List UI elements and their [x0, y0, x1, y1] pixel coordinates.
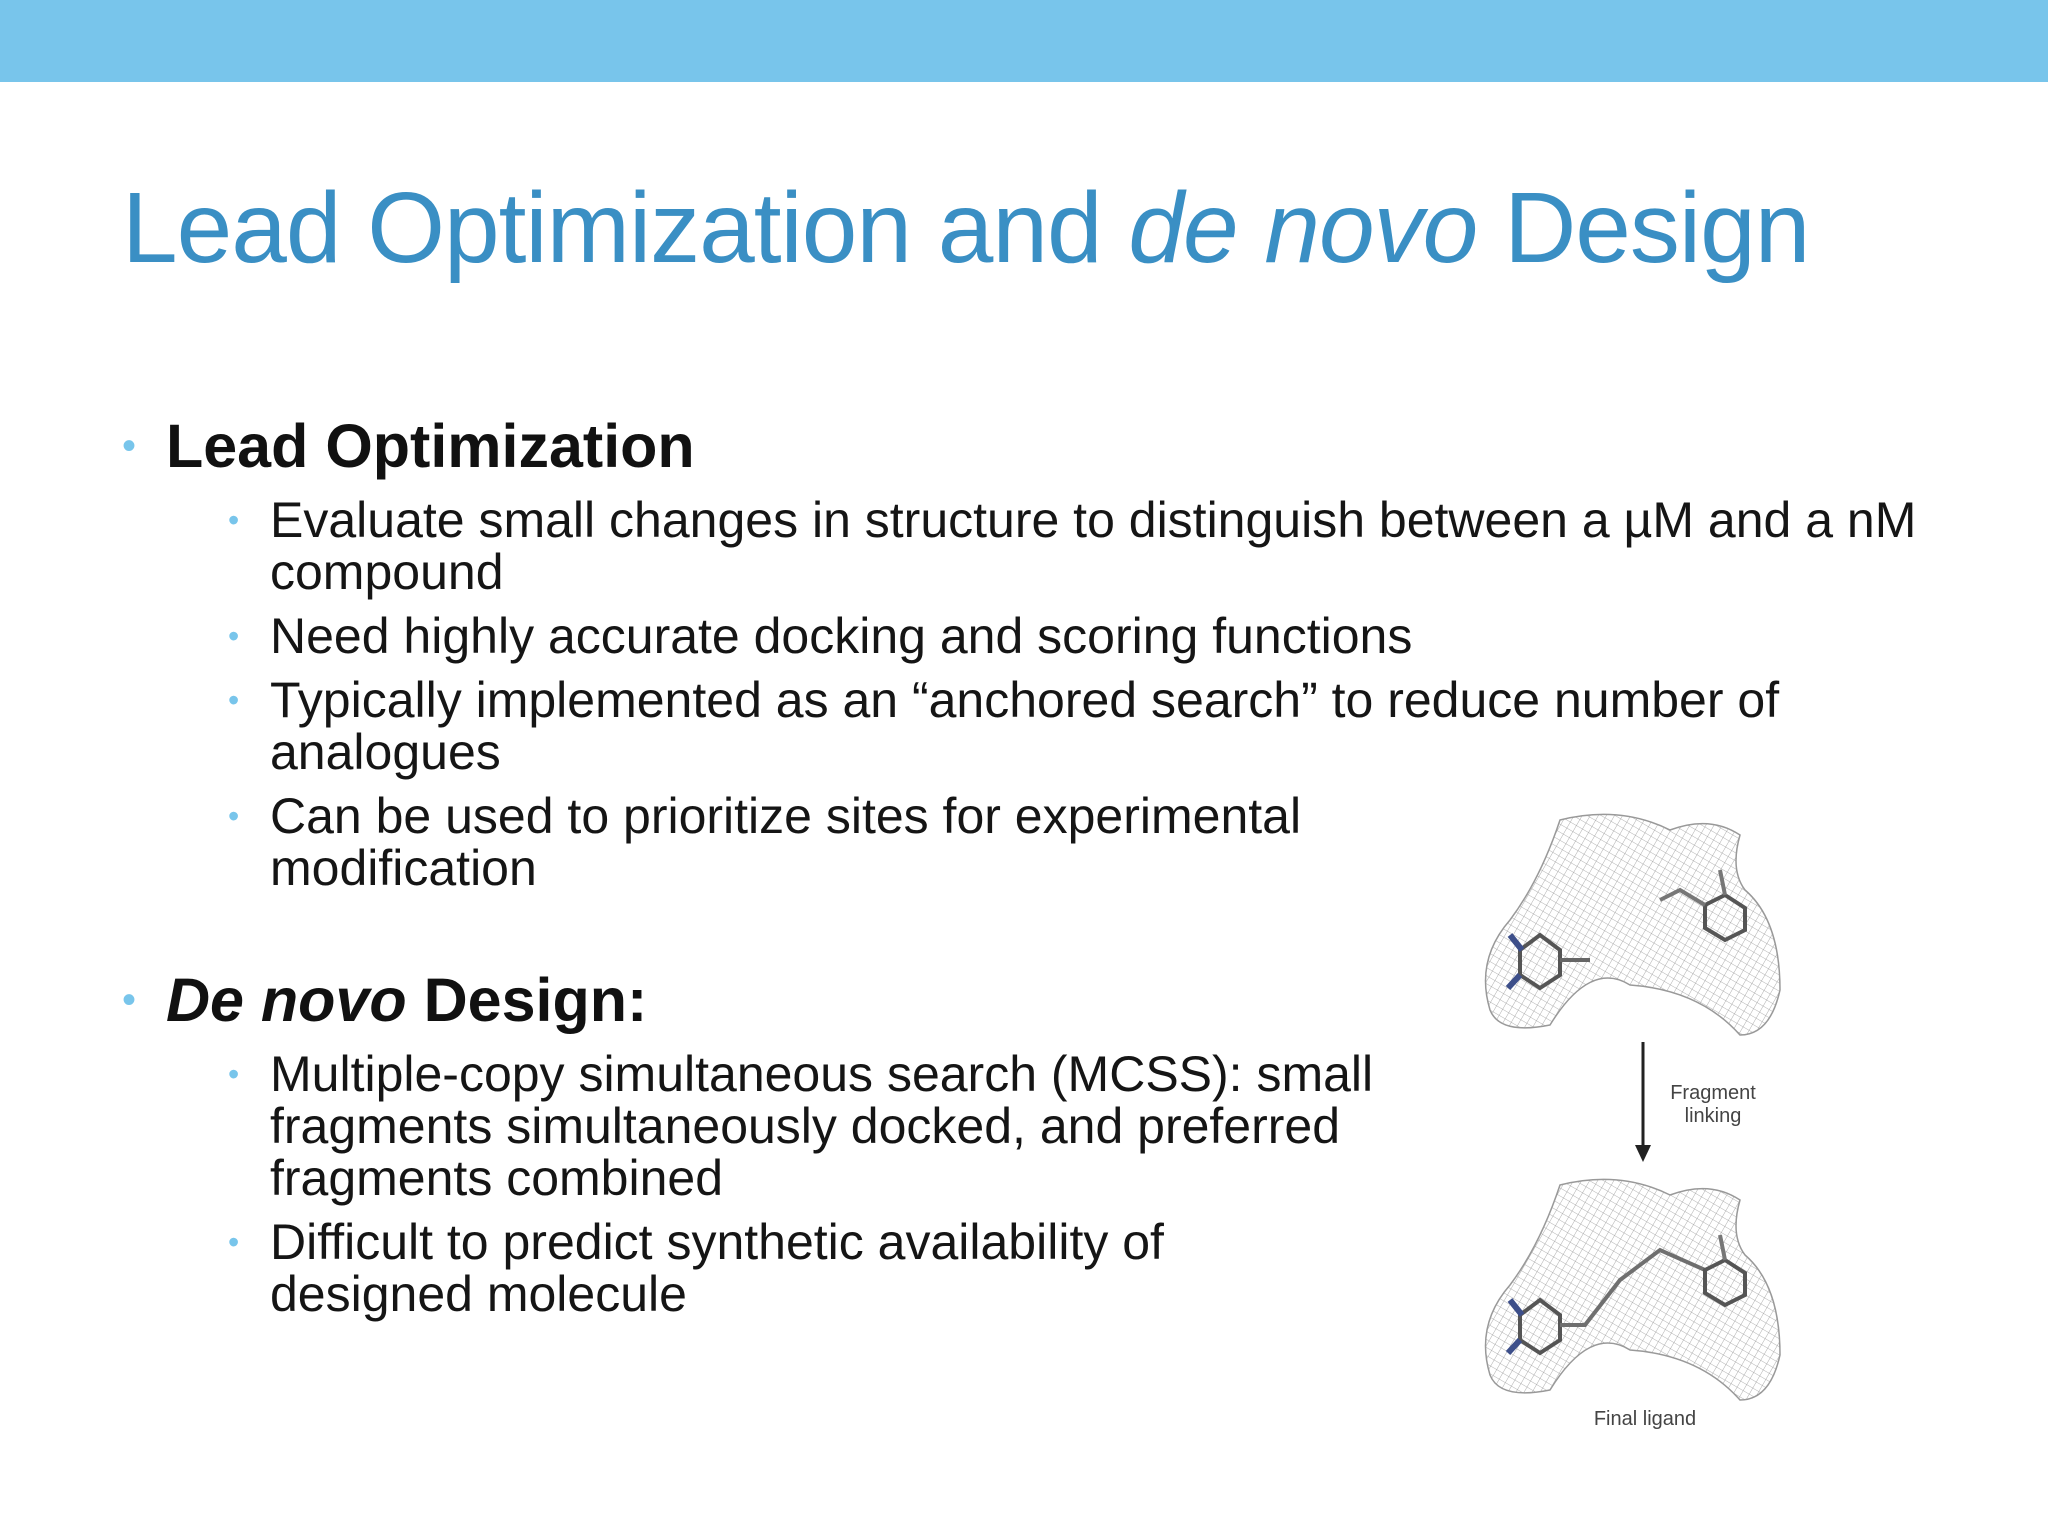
list-item [228, 672, 1972, 780]
bullet-dot-icon: • [228, 1224, 240, 1260]
list-item-text: Typically implemented as an “anchored search” to reduce number of analogues [270, 672, 1780, 780]
list-item-text: Difficult to predict synthetic availability of designed molecule [270, 1214, 1164, 1322]
list-item [228, 492, 1972, 600]
fragment-linking-figure [1480, 810, 1810, 1450]
bullet-dot-icon: • [228, 798, 240, 834]
bullet-dot-icon: • [122, 424, 137, 468]
molecule-diagram [1480, 810, 1810, 1450]
title-part-1: Lead Optimization and [122, 172, 1129, 284]
down-arrow-icon [1635, 1042, 1651, 1162]
arrow-label-line-1: Fragment [1670, 1082, 1756, 1104]
bullet-dot-icon: • [228, 502, 240, 538]
bullet-dot-icon: • [122, 978, 137, 1022]
bullet-dot-icon: • [228, 682, 240, 718]
title-part-2: Design [1477, 172, 1810, 284]
list-item-text: Multiple-copy simultaneous search (MCSS): small fragments simultaneously docked, and preferred fragments combined [270, 1046, 1374, 1206]
list-item [228, 788, 1430, 896]
bullet-dot-icon: • [228, 1056, 240, 1092]
list-item-text: Evaluate small changes in structure to distinguish between a µM and a nM compound [270, 492, 1917, 600]
slide-title [122, 168, 1809, 288]
arrow-label-line-2: linking [1684, 1105, 1742, 1127]
list-item [228, 608, 1972, 664]
list-item-text: Can be used to prioritize sites for experimental modification [270, 788, 1302, 896]
heading-italic: De novo [166, 966, 407, 1034]
list-item [228, 1046, 1390, 1206]
binding-pocket-top [1486, 814, 1781, 1035]
arrow-label [1658, 1082, 1768, 1128]
list-item [228, 1214, 1300, 1322]
heading-text: Lead Optimization [166, 412, 695, 480]
top-accent-bar [0, 0, 2048, 82]
list-item-text: Need highly accurate docking and scoring functions [270, 608, 1413, 664]
heading-text: Design: [406, 966, 648, 1034]
title-italic: de novo [1128, 172, 1478, 284]
bullet-dot-icon: • [228, 618, 240, 654]
binding-pocket-bottom [1486, 1179, 1781, 1400]
final-ligand-label: Final ligand [1593, 1408, 1697, 1430]
